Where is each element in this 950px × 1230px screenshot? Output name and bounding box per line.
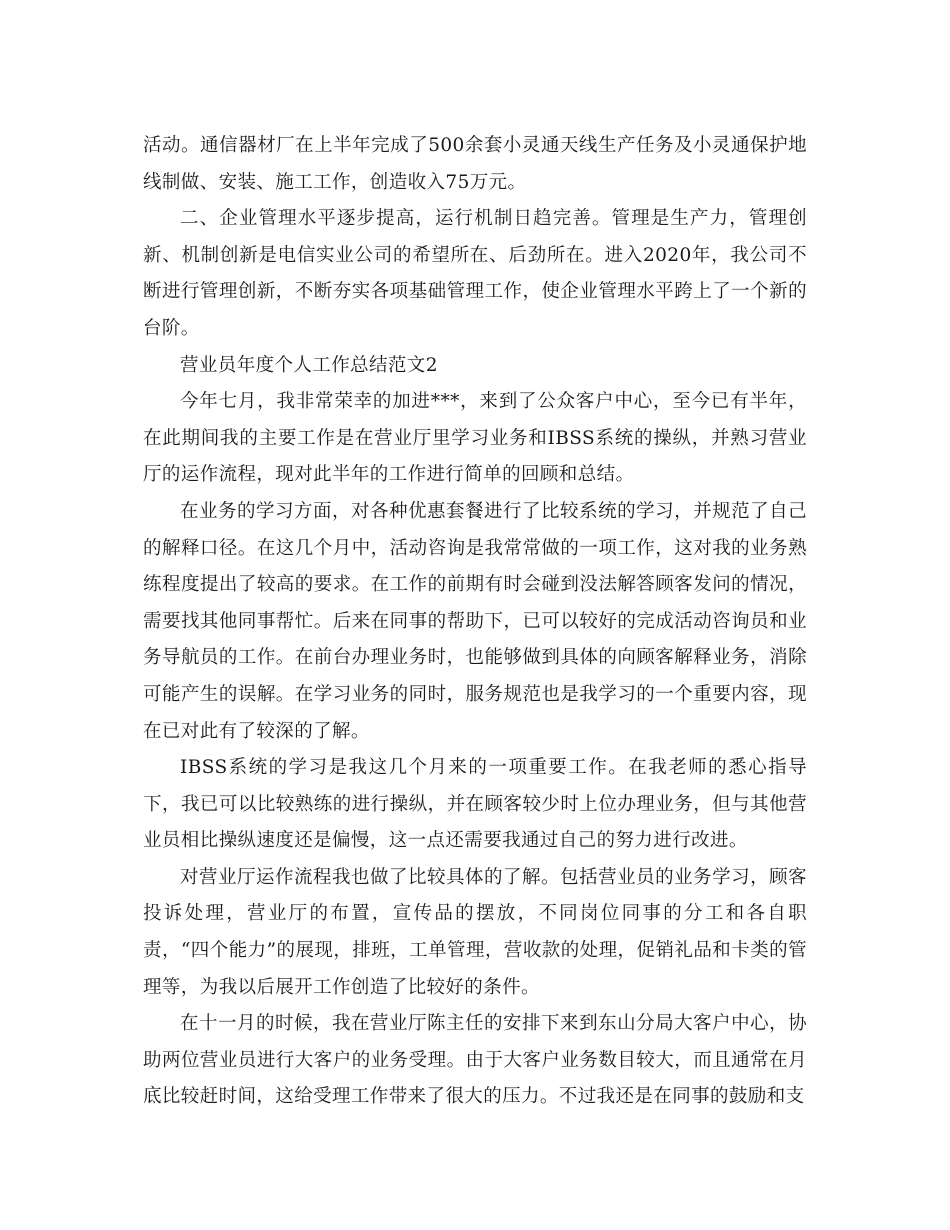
paragraph-continuation: 活动。通信器材厂在上半年完成了500余套小灵通天线生产任务及小灵通保护地线制做、安装、施工工作，创造收入75万元。 <box>143 135 807 193</box>
document-page <box>143 128 807 1116</box>
paragraph-business-learning: 在业务的学习方面，对各种优惠套餐进行了比较系统的学习，并规范了自己的解释口径。在这几个月中，活动咨询是我常常做的一项工作，这对我的业务熟练程度提出了较高的要求。在工作的前期有时会碰到没法解答顾客发问的情况，需要找其他同事帮忙。后来在同事的帮助下，已可以较好的完成活动咨询员和业务导航员的工作。在前台办理业务时，也能够做到具体的向顾客解释业务，消除可能产生的误解。在学习业务的同时，服务规范也是我学习的一个重要内容，现在已对此有了较深的了解。 <box>143 500 807 742</box>
paragraph-management-improvement: 二、企业管理水平逐步提高，运行机制日趋完善。管理是生产力，管理创新、机制创新是电信实业公司的希望所在、后劲所在。进入2020年，我公司不断进行管理创新，不断夯实各项基础管理工作，使企业管理水平跨上了一个新的台阶。 <box>143 208 807 339</box>
paragraph-ibss-system: IBSS系统的学习是我这几个月来的一项重要工作。在我老师的悉心指导下，我已可以比较熟练的进行操纵，并在顾客较少时上位办理业务，但与其他营业员相比操纵速度还是偏慢，这一点还需要我通过自己的努力进行改进。 <box>143 757 807 852</box>
paragraph-operation-flow: 对营业厅运作流程我也做了比较具体的了解。包括营业员的业务学习，顾客投诉处理，营业厅的布置，宣传品的摆放，不同岗位同事的分工和各自职责，“四个能力”的展现，排班，工单管理，营收款的处理，促销礼品和卡类的管理等，为我以后展开工作创造了比较好的条件。 <box>143 866 807 998</box>
paragraph-november: 在十一月的时候，我在营业厅陈主任的安排下来到东山分局大客户中心，协助两位营业员进行大客户的业务受理。由于大客户业务数目较大，而且通常在月底比较赶时间，这给受理工作带来了很大的压力。不过我还是在同事的鼓励和支 <box>143 1013 807 1108</box>
section-heading: 营业员年度个人工作总结范文2 <box>180 354 438 376</box>
paragraph-introduction: 今年七月，我非常荣幸的加进***，来到了公众客户中心，至今已有半年，在此期间我的主要工作是在营业厅里学习业务和IBSS系统的操纵，并熟习营业厅的运作流程，现对此半年的工作进行简单的回顾和总结。 <box>143 391 807 486</box>
